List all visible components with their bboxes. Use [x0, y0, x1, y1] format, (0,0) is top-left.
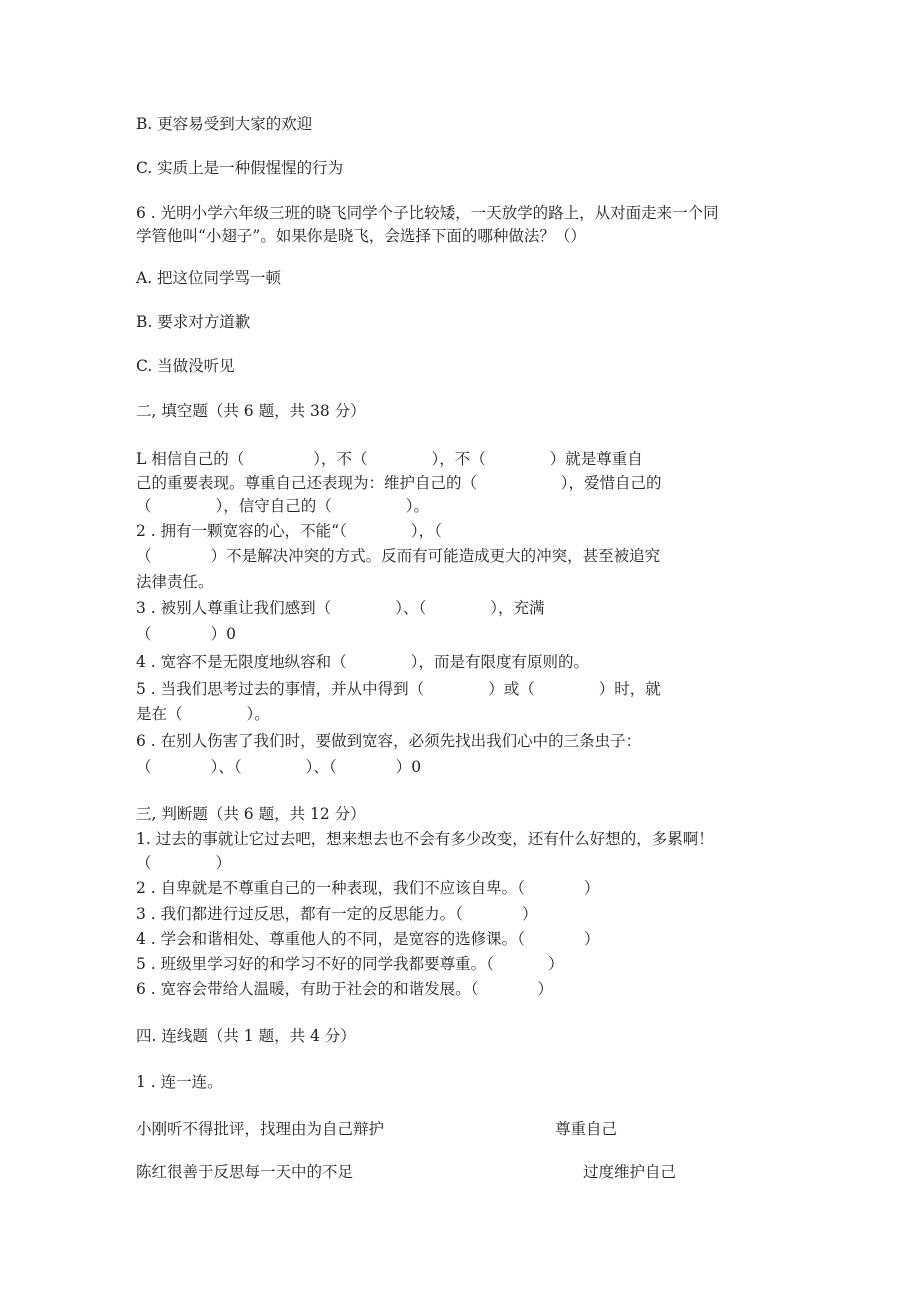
section-heading-judge: 三, 判断题（共 6 题，共 12 分） [136, 805, 366, 823]
fill-item-1-line-1: L 相信自己的（ ），不（ ），不（ ）就是尊重自 [136, 450, 643, 468]
question-6-line-1: 6 . 光明小学六年级三班的晓飞同学个子比较矮，一天放学的路上，从对面走来一个同 [136, 204, 719, 222]
judge-item-6: 6 . 宽容会带给人温暖，有助于社会的和谐发展。（ ） [136, 980, 554, 998]
judge-item-1-line-1: 1. 过去的事就让它过去吧，想来想去也不会有多少改变，还有什么好想的，多累啊！ [136, 830, 714, 848]
fill-item-2-line-1: 2 . 拥有一颗宽容的心，不能“（ ），（ [136, 522, 442, 540]
option-c: C. 当做没听见 [136, 357, 235, 375]
option-c: C. 实质上是一种假惺惺的行为 [136, 159, 344, 177]
judge-item-2: 2 . 自卑就是不尊重自己的一种表现，我们不应该自卑。（ ） [136, 879, 600, 897]
judge-item-3: 3 . 我们都进行过反思，都有一定的反思能力。（ ） [136, 905, 538, 923]
question-6-line-2: 学管他叫“小翅子”。如果你是晓飞，会选择下面的哪种做法？（） [136, 227, 586, 245]
judge-item-1-line-2: （ ） [136, 854, 232, 872]
match-right-item-2: 过度维护自己 [583, 1163, 677, 1181]
option-b: B. 要求对方道歉 [136, 313, 251, 331]
section-heading-match: 四. 连线题（共 1 题，共 4 分） [136, 1027, 356, 1045]
section-heading-fill: 二, 填空题（共 6 题，共 38 分） [136, 402, 366, 420]
match-question: 1 . 连一连。 [136, 1073, 223, 1091]
fill-item-6-line-2: （ ）、（ ）、（ ）0 [136, 758, 422, 776]
match-left-item-2: 陈红很善于反思每一天中的不足 [136, 1163, 354, 1181]
fill-item-1-line-2: 己的重要表现。尊重自己还表现为：维护自己的（ ），爱惜自己的 [136, 474, 662, 492]
fill-item-5-line-2: 是在（ ）。 [136, 705, 270, 723]
fill-item-6-line-1: 6 . 在别人伤害了我们时，要做到宽容，必须先找出我们心中的三条虫子： [136, 732, 642, 750]
fill-item-3-line-1: 3 . 被别人尊重让我们感到（ ）、（ ），充满 [136, 599, 545, 617]
option-a: A. 把这位同学骂一顿 [136, 269, 282, 287]
judge-item-5: 5 . 班级里学习好的和学习不好的同学我都要尊重。（ ） [136, 955, 564, 973]
fill-item-2-line-3: 法律责任。 [136, 573, 214, 591]
match-right-item-1: 尊重自己 [555, 1120, 618, 1138]
fill-item-3-line-2: （ ）0 [136, 625, 236, 643]
match-left-item-1: 小刚听不得批评，找理由为自己辩护 [136, 1120, 385, 1138]
fill-item-5-line-1: 5 . 当我们思考过去的事情，并从中得到（ ）或（ ）时，就 [136, 680, 661, 698]
judge-item-4: 4 . 学会和谐相处、尊重他人的不同，是宽容的选修课。（ ） [136, 930, 600, 948]
option-b: B. 更容易受到大家的欢迎 [136, 115, 313, 133]
fill-item-2-line-2: （ ）不是解决冲突的方式。反而有可能造成更大的冲突，甚至被追究 [136, 547, 661, 565]
fill-item-4-line-1: 4 . 宽容不是无限度地纵容和（ ），而是有限度有原则的。 [136, 653, 589, 671]
fill-item-1-line-3: （ ），信守自己的（ ）。 [136, 497, 429, 515]
